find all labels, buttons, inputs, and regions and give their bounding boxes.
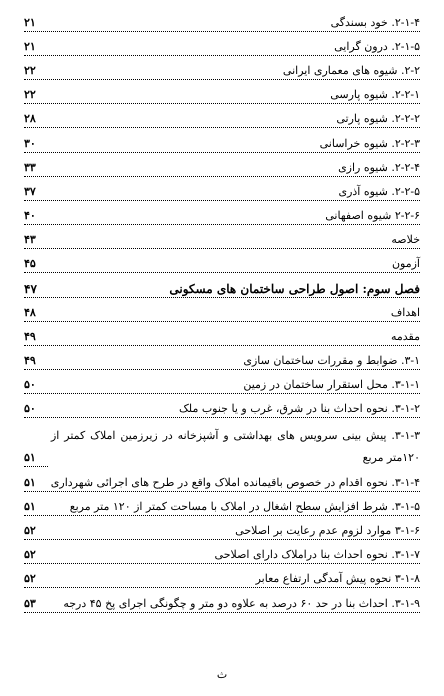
dot-leader <box>24 321 420 322</box>
dot-leader <box>24 587 420 588</box>
toc-entry-page: ۵۲ <box>24 548 36 561</box>
toc-entry <box>24 231 420 251</box>
toc-entry-page: ۴۷ <box>24 282 37 296</box>
dot-leader <box>24 297 420 298</box>
toc-entry-page: ۴۸ <box>24 306 36 319</box>
toc-entry-title: آزمون <box>389 257 420 271</box>
dot-leader <box>24 417 420 418</box>
toc-entry-page: ۳۰ <box>24 137 36 150</box>
toc-entry <box>24 427 420 469</box>
toc-entry <box>24 280 420 300</box>
toc-entry <box>24 546 420 566</box>
dot-leader <box>24 176 420 177</box>
toc-entry-page: ۲۱ <box>24 40 36 53</box>
chapter-title: فصل سوم: اصول طراحی ساختمان های مسکونی <box>166 282 420 296</box>
toc-entry-title: ۲-۲. شیوه های معماری ایرانی <box>280 64 420 78</box>
toc-entry-title: ۳-۱-۴. نحوه اقدام در خصوص باقیمانده املاک واقع در طرح های اجرائی شهرداری <box>48 476 420 490</box>
toc-entry-page: ۵۲ <box>24 524 36 537</box>
toc-entry <box>24 522 420 542</box>
dot-leader <box>24 152 420 153</box>
toc-entry-title: ۳-۱-۵. شرط افزایش سطح اشغال در املاک با مساحت کمتر از ۱۲۰ متر مربع <box>67 500 420 514</box>
toc-entry <box>24 207 420 227</box>
toc-entry-title: ۲-۱-۵. درون گرایی <box>331 40 420 54</box>
toc-entry <box>24 376 420 396</box>
toc-entry-page: ۵۱ <box>24 451 36 464</box>
toc-entry <box>24 110 420 130</box>
dot-leader <box>24 103 420 104</box>
dot-leader <box>24 491 420 492</box>
toc-entry <box>24 595 420 615</box>
toc-entry-page: ۴۰ <box>24 209 36 222</box>
toc-entry-page: ۴۵ <box>24 257 36 270</box>
toc-entry-page: ۲۱ <box>24 16 36 29</box>
toc-entry-title: ۲-۲-۱. شیوه پارسی <box>327 88 420 102</box>
dot-leader <box>24 79 420 80</box>
toc-entry-page: ۵۲ <box>24 572 36 585</box>
dot-leader <box>24 539 420 540</box>
toc-entry-title: ۳-۱-۲. نحوه احداث بنا در شرق، غرب و یا جنوب ملک <box>176 402 420 416</box>
dot-leader <box>24 200 420 201</box>
dot-leader <box>24 224 420 225</box>
toc-entry <box>24 135 420 155</box>
toc-entry <box>24 474 420 494</box>
dot-leader <box>24 31 420 32</box>
toc-entry-page: ۴۹ <box>24 330 36 343</box>
dot-leader <box>24 393 420 394</box>
toc-entry-title: ۳-۱-۳. پیش بینی سرویس های بهداشتی و آشپزخانه در زیرزمین املاک کمتر از ۱۲۰متر مربع <box>48 425 420 469</box>
page-number: ث <box>216 668 228 681</box>
toc-entry-page: ۴۹ <box>24 354 36 367</box>
toc-entry <box>24 255 420 275</box>
toc-entry <box>24 38 420 58</box>
toc-entry-page: ۲۸ <box>24 112 36 125</box>
toc-entry <box>24 352 420 372</box>
toc-entry-title: ۲-۲-۴. شیوه رازی <box>335 161 420 175</box>
toc-entry <box>24 183 420 203</box>
dot-leader <box>24 612 420 613</box>
toc-entry-page: ۵۰ <box>24 378 36 391</box>
toc-entry-title: ۲-۲-۶ شیوه اصفهانی <box>322 209 420 223</box>
toc-entry-page: ۲۲ <box>24 88 36 101</box>
toc-entry <box>24 400 420 420</box>
toc-entry-page: ۵۰ <box>24 402 36 415</box>
toc-entry-page: ۵۳ <box>24 597 36 610</box>
toc-entry-page: ۳۳ <box>24 161 36 174</box>
dot-leader <box>24 272 420 273</box>
toc-entry-title: خلاصه <box>388 233 420 247</box>
toc-entry-page: ۲۲ <box>24 64 36 77</box>
toc-entry-title: مقدمه <box>388 330 420 344</box>
toc-entry-title: ۳-۱-۷. نحوه احداث بنا دراملاک دارای اصلاحی <box>212 548 420 562</box>
toc-entry <box>24 86 420 106</box>
toc-entry <box>24 159 420 179</box>
toc-entry-page: ۳۷ <box>24 185 36 198</box>
toc-entry-title: ۳-۱-۱. محل استقرار ساختمان در زمین <box>240 378 420 392</box>
toc-entry-page: ۴۳ <box>24 233 36 246</box>
dot-leader <box>24 563 420 564</box>
toc-entry-title: ۳-۱-۸ نحوه پیش آمدگی ارتفاع معابر <box>253 572 420 586</box>
toc-entry-page: ۵۱ <box>24 476 36 489</box>
toc-entry <box>24 570 420 590</box>
toc-entry-title: ۳-۱-۶ موارد لزوم عدم رعایت بر اصلاحی <box>232 524 420 538</box>
toc-entry-title: اهداف <box>388 306 420 320</box>
toc-entry-title: ۲-۲-۳. شیوه خراسانی <box>317 137 420 151</box>
dot-leader <box>24 55 420 56</box>
dot-leader <box>24 127 420 128</box>
toc-entry-title: ۳-۱. ضوابط و مقررات ساختمان سازی <box>240 354 420 368</box>
dot-leader <box>24 369 420 370</box>
toc-entry <box>24 304 420 324</box>
toc-entry-title: ۳-۱-۹. احداث بنا در حد ۶۰ درصد به علاوه دو متر و چگونگی اجرای پخ ۴۵ درجه <box>60 597 420 611</box>
dot-leader <box>24 515 420 516</box>
toc-entry <box>24 62 420 82</box>
toc-entry <box>24 328 420 348</box>
toc-entry-title: ۲-۱-۴. خود بسندگی <box>328 16 420 30</box>
dot-leader <box>24 248 420 249</box>
toc-entry-title: ۲-۲-۵. شیوه آذری <box>335 185 420 199</box>
toc-entry-title: ۲-۲-۲. شیوه پارتی <box>333 112 420 126</box>
toc-entry-page: ۵۱ <box>24 500 36 513</box>
dot-leader <box>24 345 420 346</box>
toc-entry <box>24 498 420 518</box>
toc-entry <box>24 14 420 34</box>
